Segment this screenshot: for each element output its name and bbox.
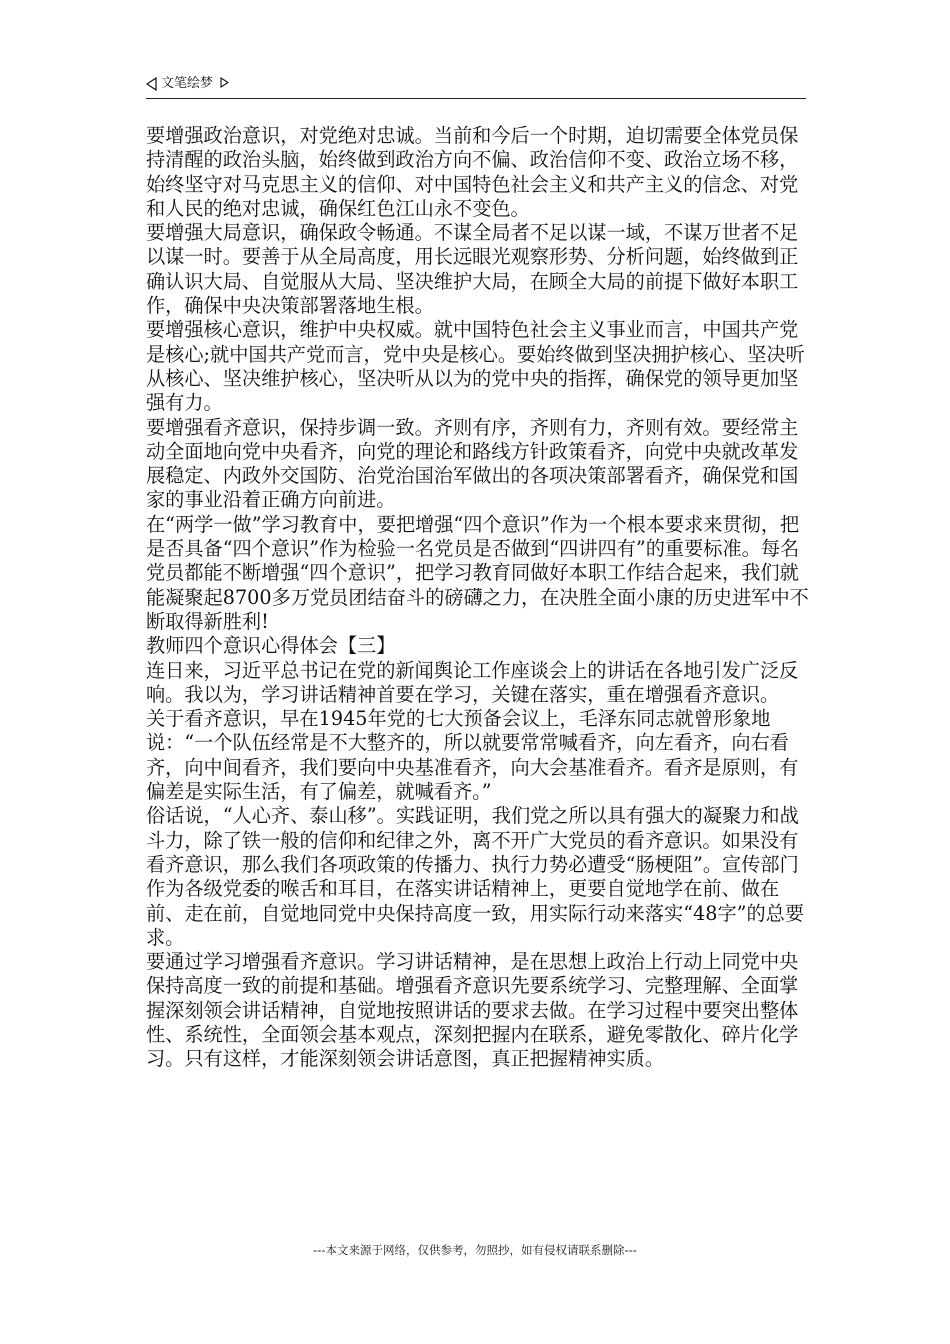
document-body [146,124,810,1072]
paragraph-intro: 连日来，习近平总书记在党的新闻舆论工作座谈会上的讲话在各地引发广泛反响。我以为，学习讲话精神首要在学习，关键在落实，重在增强看齐意识。 [146,658,799,706]
paragraph-overall-awareness: 要增强大局意识，确保政令畅通。不谋全局者不足以谋一域，不谋万世者不足以谋一时。要善于从全局高度，用长远眼光观察形势、分析问题，始终做到正确认识大局、自觉服从大局、坚决维护大局，在顾全大局的前提下做好本职工作，确保中央决策部署落地生根。 [146,221,799,318]
paragraph-two-studies: 在“两学一做”学习教育中，要把增强“四个意识”作为一个根本要求来贯彻，把是否具备“四个意识”作为检验一名党员是否做到“四讲四有”的重要标准。每名党员都能不断增强“四个意识”，把学习教育同做好本职工作结合起来，我们就能凝聚起8700多万党员团结奋斗的磅礴之力，在决胜全面小康的历史进军中不断取得新胜利! [146,512,809,633]
brand-mark [146,76,229,92]
triangle-left-outline-icon [146,77,157,91]
paragraph-alignment-awareness: 要增强看齐意识，保持步调一致。齐则有序，齐则有力，齐则有效。要经常主动全面地向党中央看齐，向党的理论和路线方针政策看齐，向党中央就改革发展稳定、内政外交国防、治党治国治军做出的各项决策部署看齐，确保党和国家的事业沿着正确方向前进。 [146,415,799,512]
paragraph-history-quote: 关于看齐意识，早在1945年党的七大预备会议上，毛泽东同志就曾形象地说：“一个队伍经常是不大整齐的，所以就要常常喊看齐，向左看齐，向右看齐，向中间看齐，我们要向中央基准看齐，向大会基准看齐。看齐是原则，有偏差是实际生活，有了偏差，就喊看齐。” [146,707,799,804]
page-header [146,72,806,99]
footer-disclaimer: ---本文来源于网络，仅供参考，勿照抄，如有侵权请联系删除--- [313,1243,637,1257]
paragraph-study: 要通过学习增强看齐意识。学习讲话精神，是在思想上政治上行动上同党中央保持高度一致的前提和基础。增强看齐意识先要系统学习、完整理解、全面掌握深刻领会讲话精神，自觉地按照讲话的要求去做。在学习过程中要突出整体性、系统性，全面领会基本观点，深刻把握内在联系，避免零散化、碎片化学习。只有这样，才能深刻领会讲话意图，真正把握精神实质。 [146,950,799,1071]
paragraph-political-awareness: 要增强政治意识，对党绝对忠诚。当前和今后一个时期，迫切需要全体党员保持清醒的政治头脑，始终做到政治方向不偏、政治信仰不变、政治立场不移，始终坚守对马克思主义的信仰、对中国特色社会主义和共产主义的信念、对党和人民的绝对忠诚，确保红色江山永不变色。 [146,124,799,220]
brand-name: 文笔绘梦 [161,76,214,91]
section-heading: 教师四个意识心得体会【三】 [146,634,396,658]
triangle-right-outline-icon [220,77,229,88]
paragraph-core-awareness: 要增强核心意识，维护中央权威。就中国特色社会主义事业而言，中国共产党是核心;就中国共产党而言，党中央是核心。要始终做到坚决拥护核心、坚决听从核心、坚决维护核心，坚决听从以为的党中央的指挥，确保党的领导更加坚强有力。 [146,318,805,415]
paragraph-saying: 俗话说，“人心齐、泰山移”。实践证明，我们党之所以具有强大的凝聚力和战斗力，除了铁一般的信仰和纪律之外，离不开广大党员的看齐意识。如果没有看齐意识，那么我们各项政策的传播力、执行力势必遭受“肠梗阻”。宣传部门作为各级党委的喉舌和耳目，在落实讲话精神上，更要自觉地学在前、做在前、走在前，自觉地同党中央保持高度一致，用实际行动来落实“48字”的总要求。 [146,804,805,949]
